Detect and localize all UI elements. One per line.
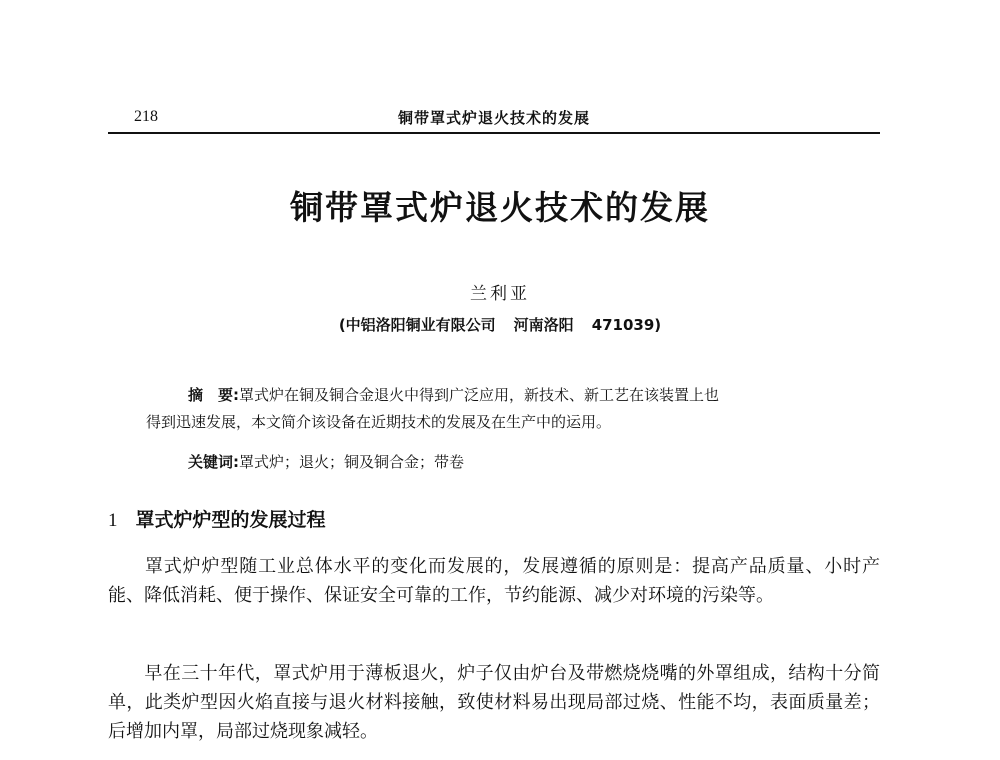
abstract-text-2: 得到迅速发展，本文简介该设备在近期技术的发展及在生产中的运用。 bbox=[146, 413, 612, 431]
keywords-text: 罩式炉；退火；铜及铜合金；带卷 bbox=[239, 453, 465, 471]
abstract-label: 摘 要: bbox=[188, 386, 239, 404]
keywords bbox=[188, 451, 464, 472]
page-number: 218 bbox=[134, 108, 158, 125]
keywords-label: 关键词: bbox=[188, 453, 239, 471]
author-affiliation bbox=[0, 314, 1000, 335]
section-heading bbox=[108, 505, 326, 532]
abstract-line-1 bbox=[146, 382, 846, 409]
abstract-text-1: 罩式炉在铜及铜合金退火中得到广泛应用，新技术、新工艺在该装置上也 bbox=[239, 386, 720, 404]
abstract bbox=[146, 382, 846, 436]
affiliation-place: 河南洛阳 bbox=[513, 316, 574, 334]
affiliation-organization: (中铝洛阳铜业有限公司 bbox=[338, 316, 496, 334]
body-paragraph-2 bbox=[108, 659, 880, 746]
section-title: 罩式炉炉型的发展过程 bbox=[135, 509, 326, 531]
running-header bbox=[108, 104, 880, 134]
running-title: 铜带罩式炉退火技术的发展 bbox=[397, 109, 590, 127]
body-paragraph-1 bbox=[108, 552, 880, 610]
section-number: 1 bbox=[108, 510, 118, 531]
paragraph-text: 罩式炉炉型随工业总体水平的变化而发展的，发展遵循的原则是：提高产品质量、小时产能、降低消耗、便于操作、保证安全可靠的工作，节约能源、减少对环境的污染等。 bbox=[108, 556, 880, 606]
article-title: 铜带罩式炉退火技术的发展 bbox=[290, 188, 710, 227]
paragraph-text: 早在三十年代，罩式炉用于薄板退火，炉子仅由炉台及带燃烧烧嘴的外罩组成，结构十分简单，此类炉型因火焰直接与退火材料接触，致使材料易出现局部过烧、性能不均，表面质量差；后增加内罩，局部过烧现象减轻。 bbox=[108, 663, 880, 742]
affiliation-zip: 471039) bbox=[591, 316, 662, 334]
author-name: 兰利亚 bbox=[470, 284, 530, 304]
